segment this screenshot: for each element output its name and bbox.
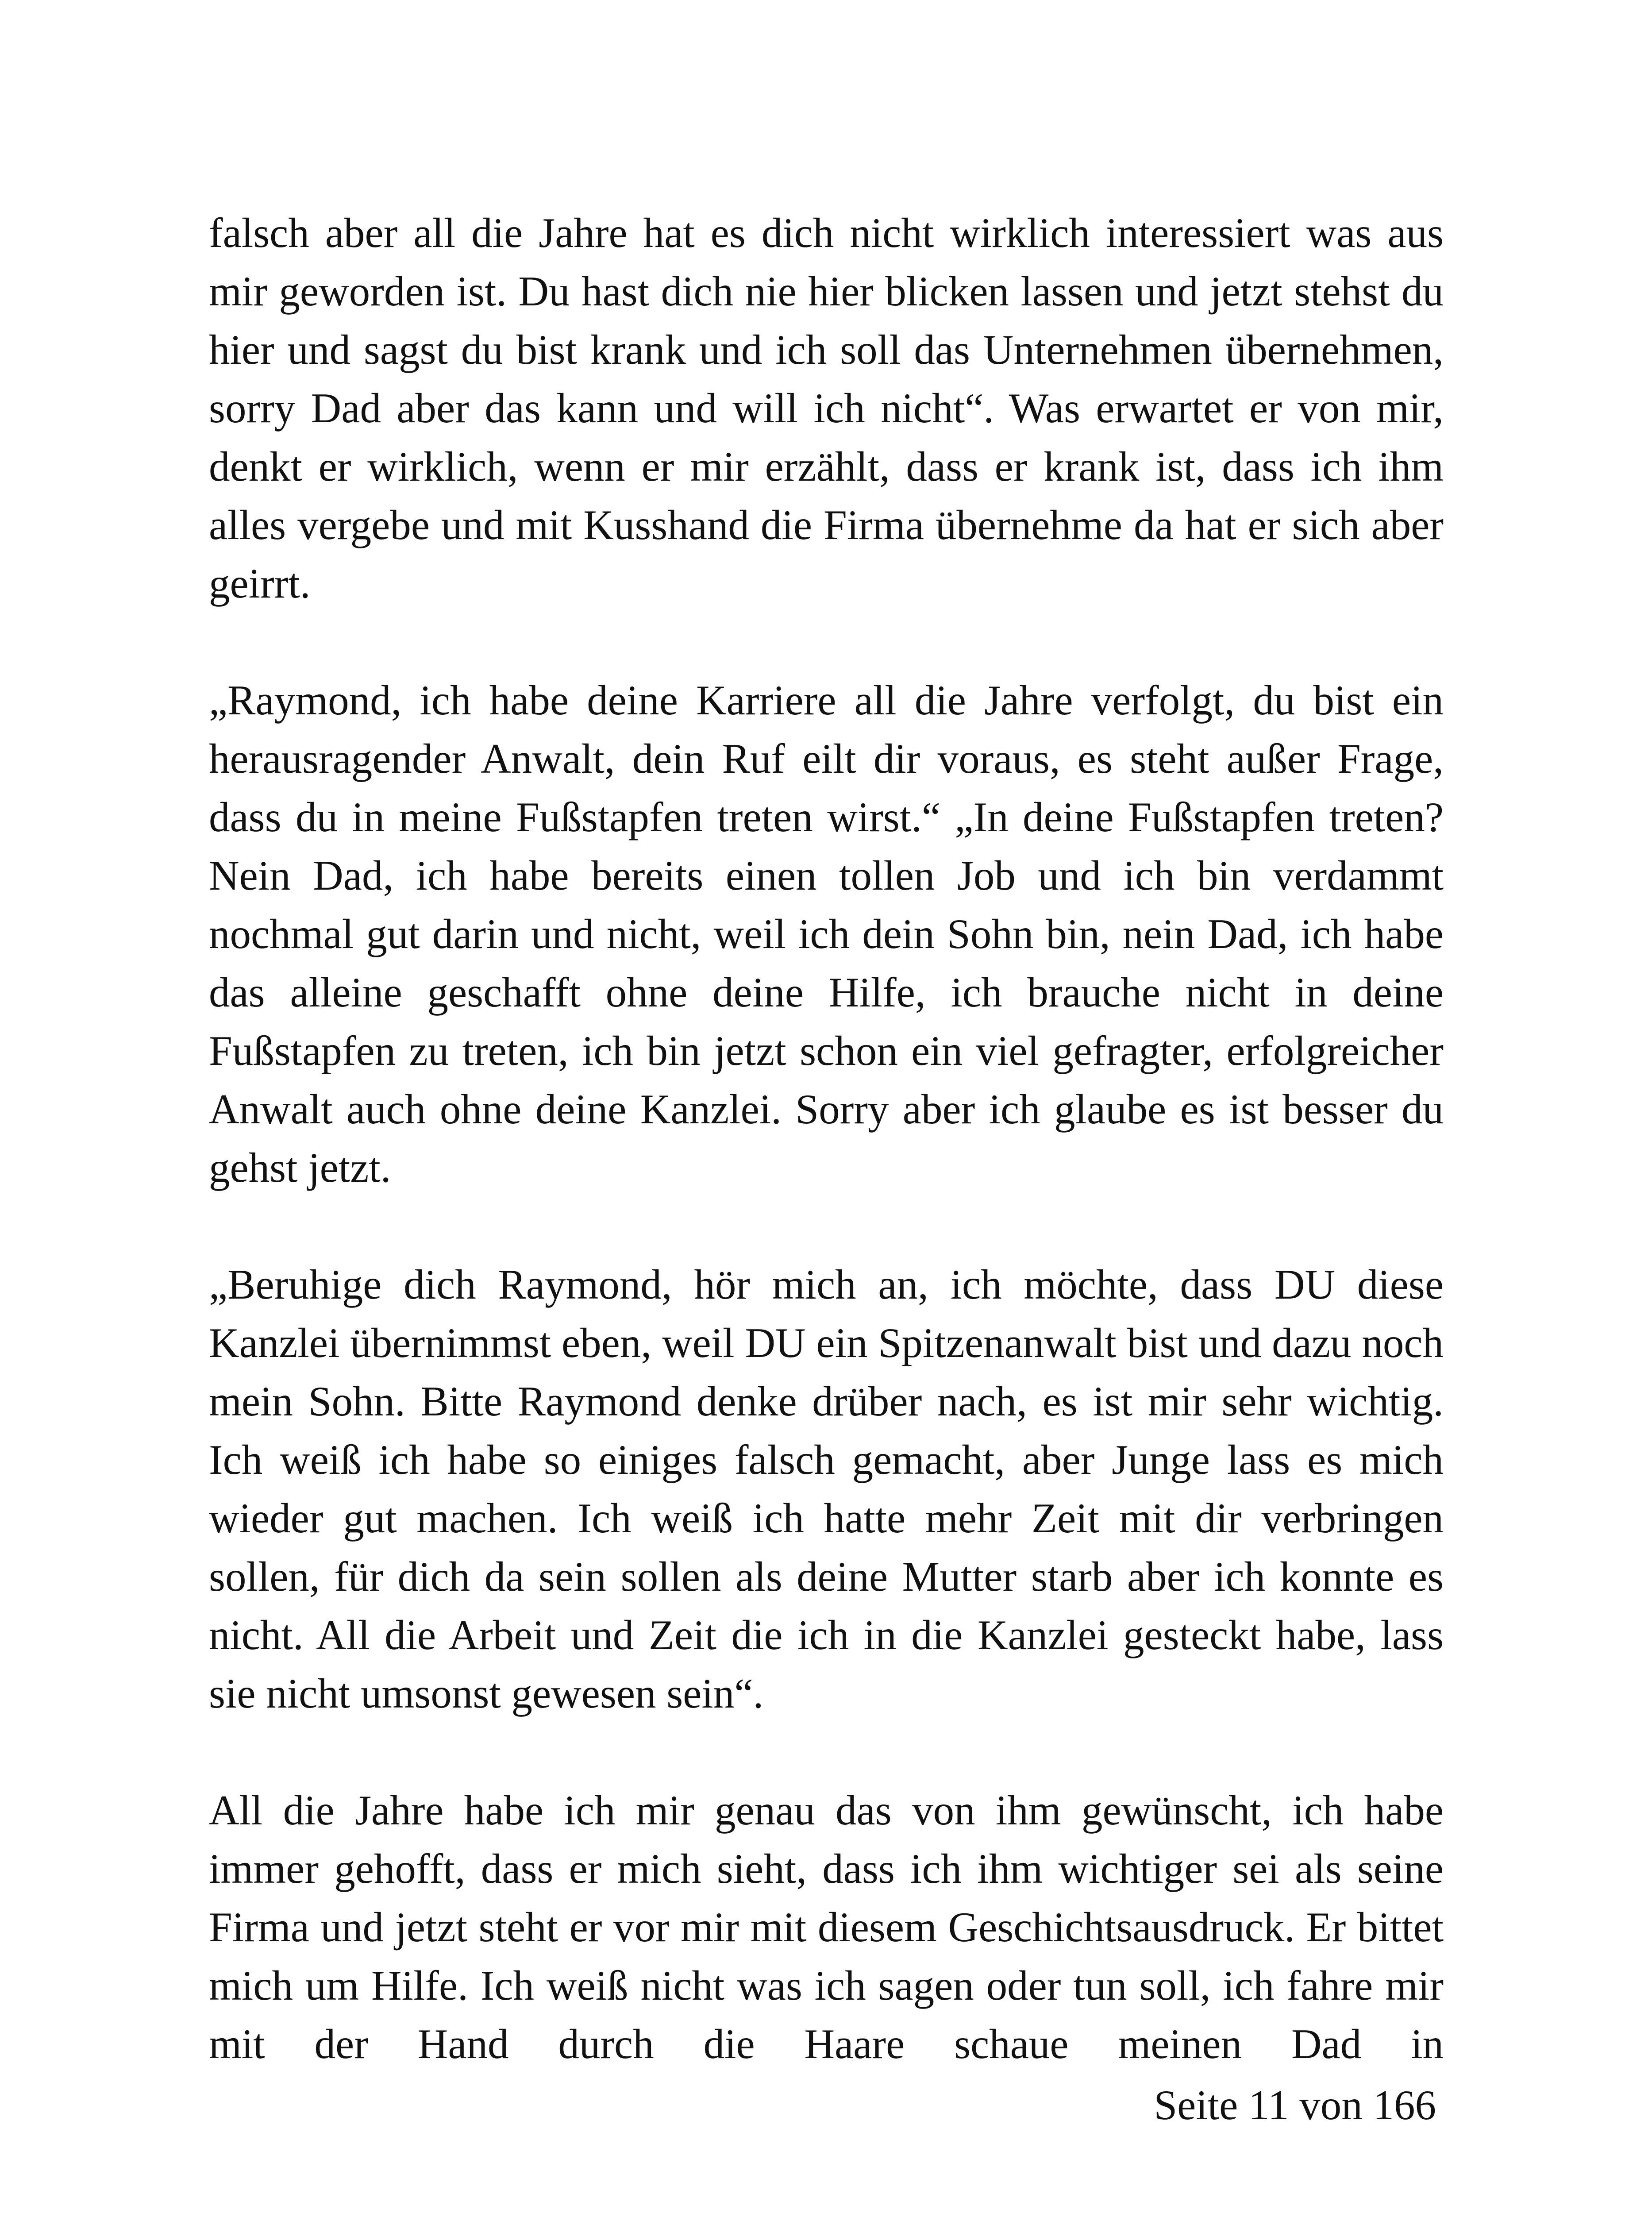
paragraph: „Beruhige dich Raymond, hör mich an, ich möchte, dass DU diese Kanzlei übernimmst eben, weil DU ein Spitzenanwalt bist und dazu noch mein Sohn. Bitte Raymond denke drüber nach, es ist mir sehr wichtig. Ich weiß ich habe so einiges falsch gemacht, aber Junge lass es mich wieder gut machen. Ich weiß ich hatte mehr Zeit mit dir verbringen sollen, für dich da sein sollen als deine Mutter starb aber ich konnte es nicht. All die Arbeit und Zeit die ich in die Kanzlei gesteckt habe, lass sie nicht umsonst gewesen sein“. xyxy=(209,1261,1444,1717)
page-number: Seite 11 von 166 xyxy=(1154,2082,1436,2128)
paragraph: All die Jahre habe ich mir genau das von ihm gewünscht, ich habe immer gehofft, dass er mich sieht, dass ich ihm wichtiger sei als seine Firma und jetzt steht er vor mir mit diesem Geschichtsausdruck. Er bittet mich um Hilfe. Ich weiß nicht was ich sagen oder tun soll, ich fahre mir mit der Hand durch die Haare schaue meinen Dad in xyxy=(209,1787,1444,2067)
paragraph: falsch aber all die Jahre hat es dich nicht wirklich interessiert was aus mir geworden ist. Du hast dich nie hier blicken lassen und jetzt stehst du hier und sagst du bist krank und ich soll das Unternehmen übernehmen, sorry Dad aber das kann und will ich nicht“. Was erwartet er von mir, denkt er wirklich, wenn er mir erzählt, dass er krank ist, dass ich ihm alles vergebe und mit Kusshand die Firma übernehme da hat er sich aber geirrt. xyxy=(209,209,1444,607)
paragraph: „Raymond, ich habe deine Karriere all die Jahre verfolgt, du bist ein herausragender Anwalt, dein Ruf eilt dir voraus, es steht außer Frage, dass du in meine Fußstapfen treten wirst.“ „In deine Fußstapfen treten? Nein Dad, ich habe bereits einen tollen Job und ich bin verdammt nochmal gut darin und nicht, weil ich dein Sohn bin, nein Dad, ich habe das alleine geschafft ohne deine Hilfe, ich brauche nicht in deine Fußstapfen zu treten, ich bin jetzt schon ein viel gefragter, erfolgreicher Anwalt auch ohne deine Kanzlei. Sorry aber ich glaube es ist besser du gehst jetzt. xyxy=(209,677,1444,1191)
body-text xyxy=(209,204,1444,2073)
